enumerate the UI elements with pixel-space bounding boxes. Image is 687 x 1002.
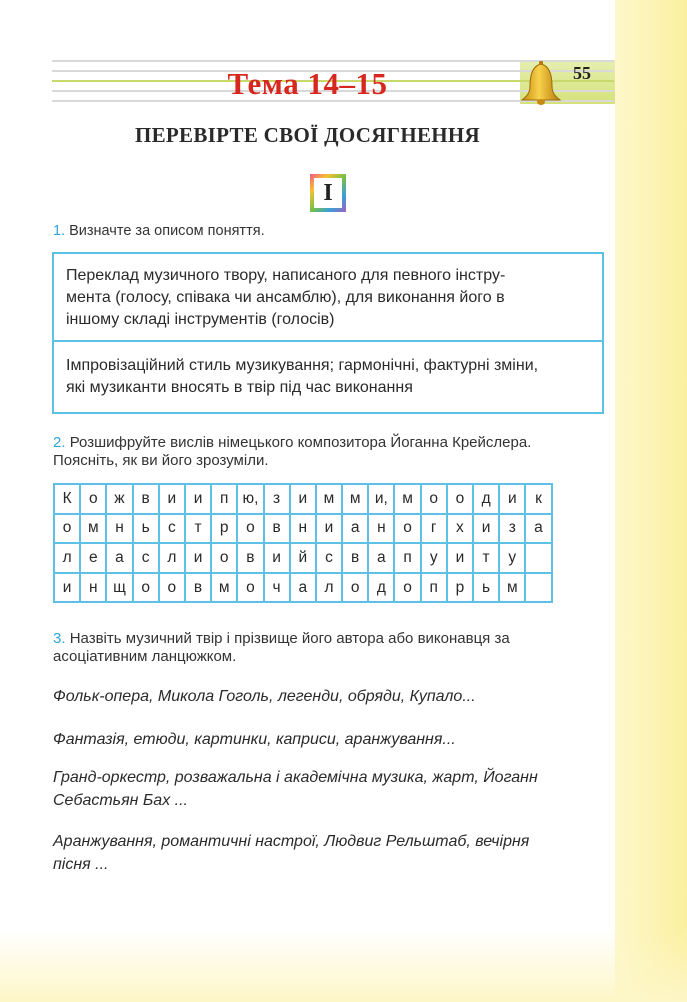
chain-text: Аранжування, романтичні настрої, Людвиг Рельштаб, вечірня: [53, 833, 530, 850]
grid-cell: м: [80, 514, 106, 544]
task-1-prompt: [53, 222, 265, 240]
level-label: I: [323, 179, 333, 206]
association-chain-3: [53, 766, 605, 812]
grid-cell: м: [316, 484, 342, 514]
grid-cell: м: [394, 484, 420, 514]
grid-row: [54, 484, 552, 514]
grid-cell: н: [368, 514, 394, 544]
grid-cell: п: [421, 573, 447, 603]
grid-cell: [525, 573, 551, 603]
grid-cell: г: [421, 514, 447, 544]
chain-text: Гранд-оркестр, розважальна і академічна музика, жарт, Йоганн: [53, 769, 538, 786]
grid-cell: о: [211, 543, 237, 573]
grid-cell: л: [316, 573, 342, 603]
grid-cell: т: [473, 543, 499, 573]
grid-cell: и: [264, 543, 290, 573]
grid-cell: п: [211, 484, 237, 514]
grid-cell: К: [54, 484, 80, 514]
grid-cell: о: [394, 573, 420, 603]
grid-row: [54, 514, 552, 544]
grid-cell: ь: [473, 573, 499, 603]
task-number: 3.: [53, 630, 66, 647]
grid-cell: о: [342, 573, 368, 603]
chain-text: Себастьян Бах ...: [53, 792, 188, 809]
grid-cell: и: [316, 514, 342, 544]
page-title: ПЕРЕВІРТЕ СВОЇ ДОСЯГНЕННЯ: [134, 123, 481, 147]
grid-cell: и: [54, 573, 80, 603]
grid-cell: о: [133, 573, 159, 603]
box-line: Переклад музичного твору, написаного для певного інстру-: [66, 267, 506, 284]
grid-cell: и: [185, 543, 211, 573]
grid-cell: а: [525, 514, 551, 544]
grid-cell: о: [447, 484, 473, 514]
grid-cell: у: [421, 543, 447, 573]
description-box-2: [52, 340, 604, 414]
task-text: Назвіть музичний твір і прізвище його автора або виконавця за: [69, 630, 510, 647]
grid-cell: а: [368, 543, 394, 573]
grid-cell: с: [159, 514, 185, 544]
grid-cell: л: [54, 543, 80, 573]
grid-cell: и,: [368, 484, 394, 514]
association-chain-1: [53, 685, 605, 708]
grid-cell: ь: [133, 514, 159, 544]
grid-cell: к: [525, 484, 551, 514]
grid-cell: ж: [106, 484, 132, 514]
grid-cell: х: [447, 514, 473, 544]
grid-cell: с: [316, 543, 342, 573]
grid-cell: н: [106, 514, 132, 544]
grid-cell: в: [185, 573, 211, 603]
grid-cell: и: [290, 484, 316, 514]
grid-cell: в: [342, 543, 368, 573]
grid-cell: и: [447, 543, 473, 573]
grid-cell: о: [237, 573, 263, 603]
task-2-prompt: [53, 434, 613, 470]
grid-cell: п: [394, 543, 420, 573]
bottom-fade: [0, 930, 687, 1002]
grid-cell: у: [499, 543, 525, 573]
grid-cell: и: [159, 484, 185, 514]
grid-cell: и: [499, 484, 525, 514]
task-text: асоціативним ланцюжком.: [53, 648, 237, 665]
association-chain-2: [53, 728, 605, 751]
grid-cell: а: [106, 543, 132, 573]
description-box-1: [52, 252, 604, 342]
chain-text: Фантазія, етюди, картинки, каприси, аранжування...: [53, 731, 456, 748]
cipher-grid: [53, 483, 553, 603]
grid-cell: а: [290, 573, 316, 603]
grid-cell: д: [473, 484, 499, 514]
grid-cell: р: [447, 573, 473, 603]
grid-cell: м: [499, 573, 525, 603]
grid-cell: з: [264, 484, 290, 514]
task-text: Визначте за описом поняття.: [69, 223, 265, 239]
grid-cell: й: [290, 543, 316, 573]
grid-cell: и: [473, 514, 499, 544]
grid-cell: о: [237, 514, 263, 544]
grid-cell: м: [342, 484, 368, 514]
grid-cell: и: [185, 484, 211, 514]
grid-cell: в: [237, 543, 263, 573]
grid-cell: щ: [106, 573, 132, 603]
grid-cell: о: [80, 484, 106, 514]
association-chain-4: [53, 830, 605, 876]
task-number: 2.: [53, 434, 66, 451]
grid-cell: о: [159, 573, 185, 603]
grid-cell: з: [499, 514, 525, 544]
grid-cell: с: [133, 543, 159, 573]
grid-cell: р: [211, 514, 237, 544]
grid-cell: л: [159, 543, 185, 573]
grid-cell: ю,: [237, 484, 263, 514]
grid-cell: в: [133, 484, 159, 514]
task-text: Розшифруйте вислів німецького композитора Йоганна Крейслера.: [69, 434, 532, 451]
bell-icon: [518, 60, 564, 108]
grid-cell: н: [290, 514, 316, 544]
grid-cell: о: [394, 514, 420, 544]
chain-text: Фольк-опера, Микола Гоголь, легенди, обряди, Купало...: [53, 688, 476, 705]
grid-cell: а: [342, 514, 368, 544]
box-line: Імпровізаційний стиль музикування; гармонічні, фактурні зміни,: [66, 357, 539, 374]
topic-title: Тема 14–15: [227, 66, 388, 101]
grid-cell: о: [54, 514, 80, 544]
box-line: які музиканти вносять в твір під час виконання: [66, 379, 413, 396]
grid-cell: ч: [264, 573, 290, 603]
task-number: 1.: [53, 223, 66, 239]
grid-cell: о: [421, 484, 447, 514]
grid-cell: в: [264, 514, 290, 544]
page-number: 55: [573, 63, 591, 83]
task-3-prompt: [53, 630, 613, 666]
task-text: Поясніть, як ви його зрозуміли.: [53, 452, 269, 469]
grid-cell: м: [211, 573, 237, 603]
grid-cell: т: [185, 514, 211, 544]
grid-cell: [525, 543, 551, 573]
grid-cell: н: [80, 573, 106, 603]
level-badge: [310, 174, 346, 212]
box-line: іншому складі інструментів (голосів): [66, 311, 335, 328]
grid-cell: д: [368, 573, 394, 603]
grid-cell: е: [80, 543, 106, 573]
grid-row: [54, 543, 552, 573]
grid-row: [54, 573, 552, 603]
box-line: мента (голосу, співака чи ансамблю), для виконання його в: [66, 289, 505, 306]
chain-text: пісня ...: [53, 856, 109, 873]
